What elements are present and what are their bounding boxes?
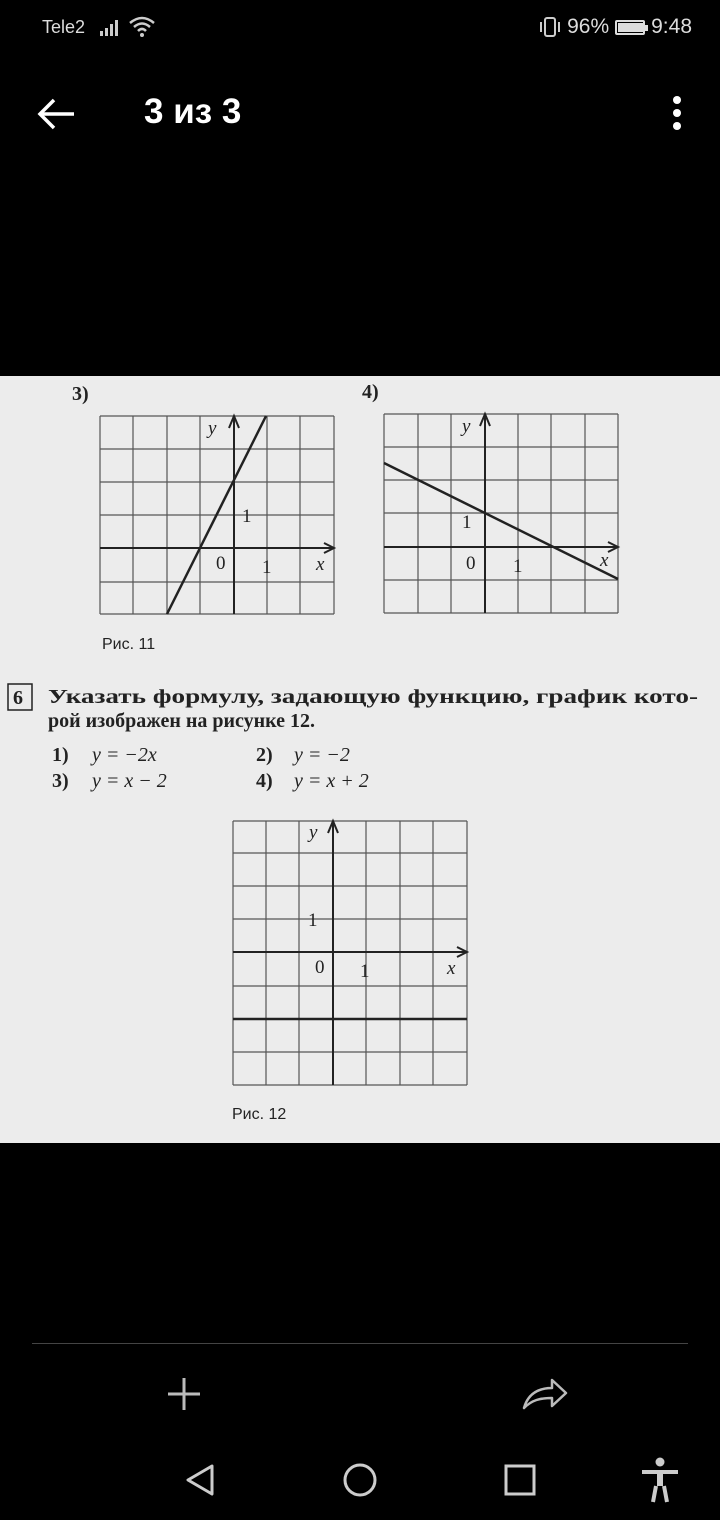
tick-1-y-4: 1: [462, 512, 472, 533]
y-axis-label-4: y: [462, 416, 471, 437]
x-axis-label-3: x: [316, 554, 325, 575]
panel-3-label: 3): [72, 383, 89, 405]
plus-icon[interactable]: [154, 1364, 214, 1424]
signal-icon: [100, 18, 122, 36]
vibrate-icon: [539, 16, 561, 38]
task-number: 6: [13, 687, 23, 709]
tick-1-x-12: 1: [360, 961, 370, 982]
figure-12-caption: Рис. 12: [232, 1106, 287, 1123]
graph-panel-4: [384, 414, 618, 613]
task-text-line-1: Указать формулу, задающую функцию, график кото-: [48, 686, 698, 708]
panel-4-label: 4): [362, 381, 379, 403]
textbook-page: [0, 376, 720, 1143]
bottom-divider: [32, 1343, 688, 1344]
square-recents-icon[interactable]: [492, 1452, 548, 1508]
x-axis-label-12: x: [447, 958, 456, 979]
option-4-number: 4): [256, 770, 273, 792]
wifi-icon: [128, 16, 156, 38]
task-text-line-2: рой изображен на рисунке 12.: [48, 710, 316, 732]
tick-1-x-3: 1: [262, 557, 272, 578]
figure-11-caption: Рис. 11: [102, 636, 156, 653]
option-4-formula: y = x + 2: [294, 770, 369, 792]
page-title: 3 из 3: [144, 92, 242, 131]
axes-figure-12: [233, 821, 467, 1085]
battery-percent: 96%: [567, 15, 610, 38]
x-axis-label-4: x: [600, 550, 609, 571]
battery-level: [618, 23, 643, 32]
option-2-formula: y = −2: [294, 744, 350, 766]
status-right: [539, 15, 692, 39]
option-3-number: 3): [52, 770, 69, 792]
document-image[interactable]: [0, 376, 720, 1143]
clock: 9:48: [651, 15, 692, 38]
tick-1-y-12: 1: [308, 910, 318, 931]
circle-home-icon[interactable]: [332, 1452, 388, 1508]
option-2-number: 2): [256, 744, 273, 766]
tick-1-y-3: 1: [242, 506, 252, 527]
accessibility-icon[interactable]: [632, 1452, 688, 1508]
origin-label-12: 0: [315, 957, 325, 978]
y-axis-label-3: y: [208, 418, 217, 439]
share-arrow-icon[interactable]: [514, 1364, 574, 1424]
battery-icon: [615, 20, 645, 35]
status-bar: [0, 0, 720, 56]
more-vert-icon[interactable]: [662, 90, 692, 136]
origin-label-4: 0: [466, 553, 476, 574]
option-1-number: 1): [52, 744, 69, 766]
option-1-formula: y = −2x: [92, 744, 157, 766]
option-3-formula: y = x − 2: [92, 770, 167, 792]
tick-1-x-4: 1: [513, 556, 523, 577]
carrier-name: Tele2: [42, 17, 86, 37]
triangle-back-icon[interactable]: [172, 1452, 228, 1508]
y-axis-label-12: y: [309, 822, 318, 843]
app-bar: [0, 70, 720, 156]
origin-label-3: 0: [216, 553, 226, 574]
arrow-left-icon[interactable]: [34, 92, 78, 136]
